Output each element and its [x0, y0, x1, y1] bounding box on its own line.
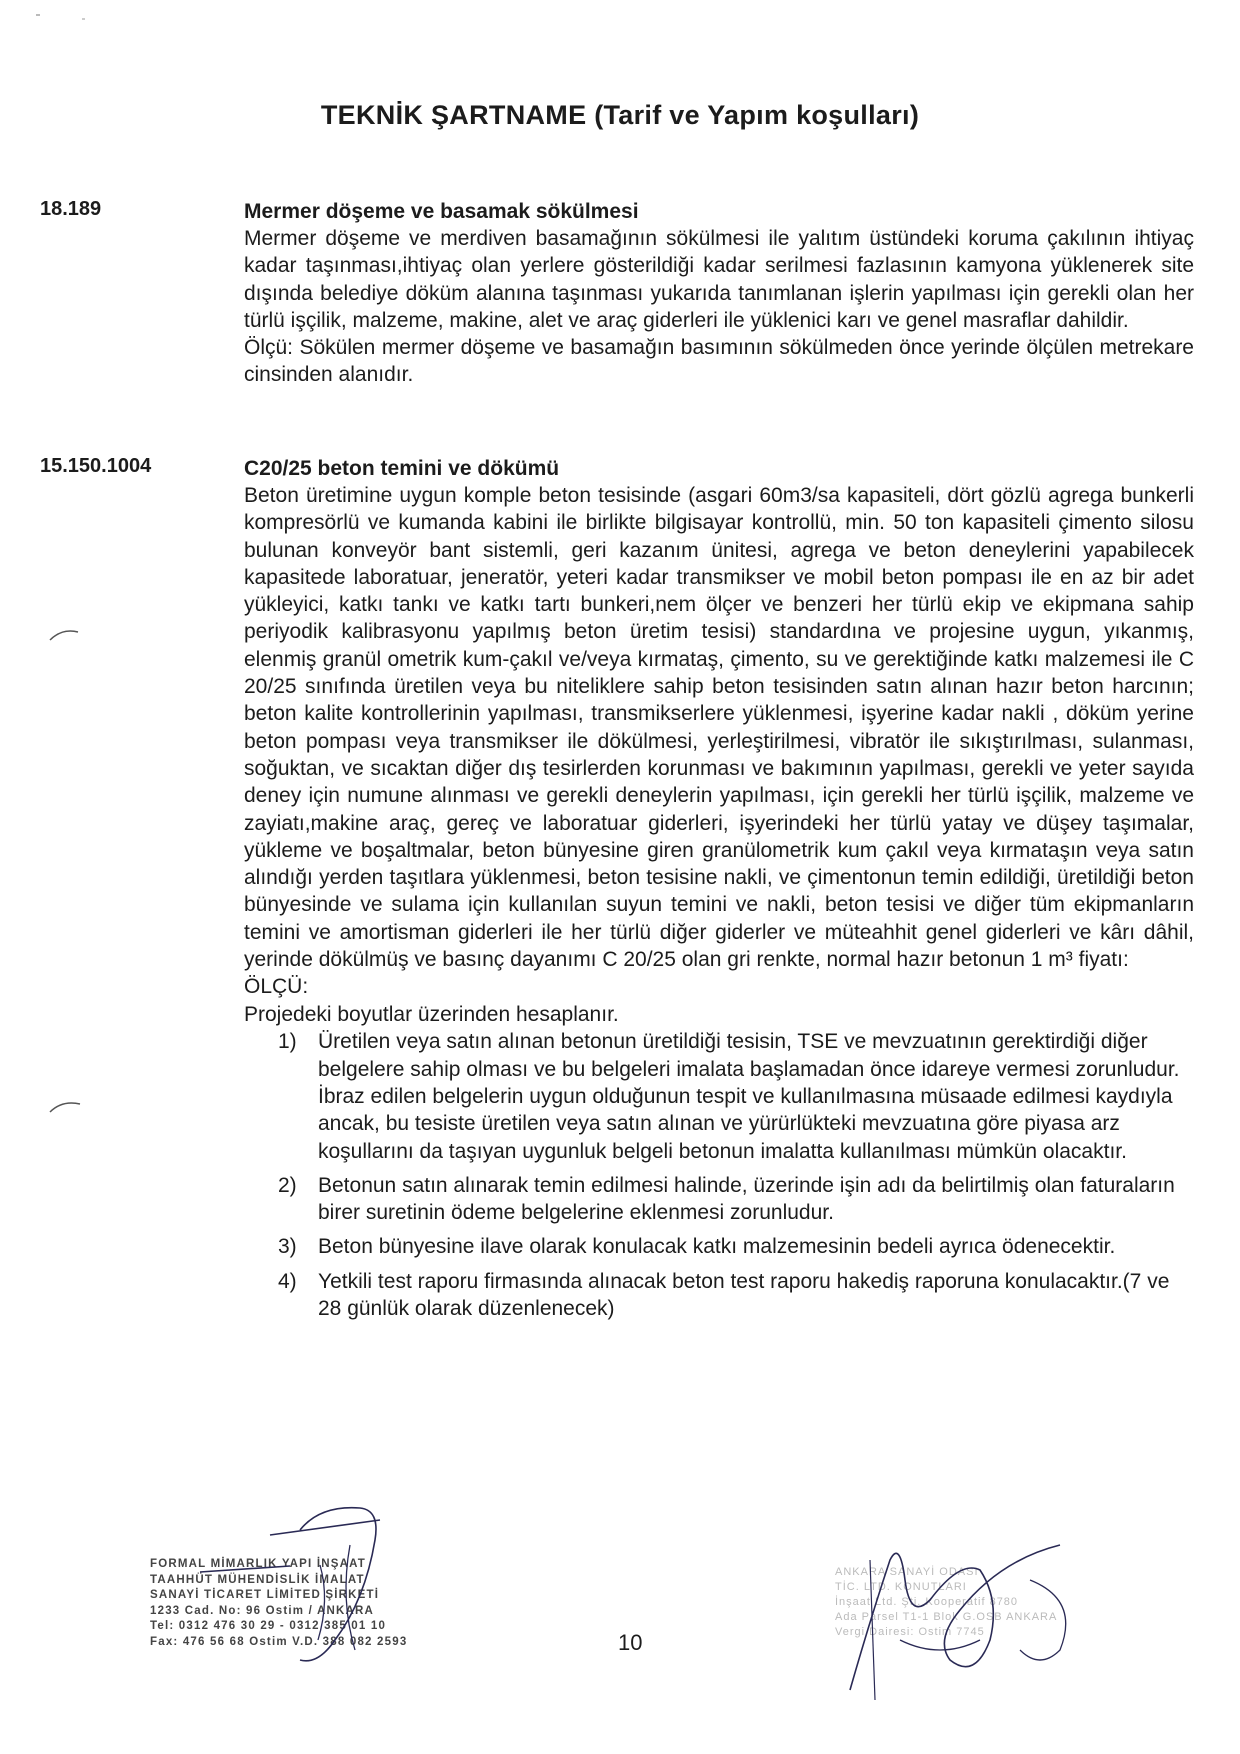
stamp-line: ANKARA SANAYİ ODASI: [835, 1566, 979, 1578]
stamp-line: SANAYİ TİCARET LİMİTED ŞİRKETİ: [150, 1589, 380, 1601]
stamp-line: Ada Parsel T1-1 Blok G.OSB ANKARA: [835, 1611, 1058, 1623]
item-code: 15.150.1004: [40, 455, 152, 477]
list-text: Betonun satın alınarak temin edilmesi halinde, üzerinde işin adı da belirtilmiş olan faturaların birer suretinin ödeme belgelerine eklenmesi zorunludur.: [318, 1173, 1175, 1225]
list-text: Üretilen veya satın alınan betonun üretildiği tesisin, TSE ve mevzuatının gerektirdiği diğer belgelere sahip olması ve bu belgeleri imalata başlamadan önce idareye vermesi zorunludur. İbraz edilen belgelerin uygun olduğunun tespit ve kullanılmasına müsaade edilmesi kaydıyla ancak, bu tesiste üretilen veya satın alınan ve yürürlükteki mevzuatına göre piyasa arz koşullarını da taşıyan uygunluk belgeli betonun imalatta kullanılması mümkün olacaktır.: [318, 1030, 1180, 1163]
list-number: 4): [278, 1269, 297, 1293]
list-text: Yetkili test raporu firmasında alınacak beton test raporu hakediş raporuna konulacaktır.(7 ve 28 günlük olarak düzenlenecek): [318, 1269, 1170, 1321]
item-description: Beton üretimine uygun komple beton tesisinde (asgari 60m3/sa kapasiteli, dört gözlü agrega bunkerli kompresörlü ve kumanda kabini ile birlikte bilgisayar kontrollü, min. 50 ton kapasiteli çimento silosu bulunan konveyör bant sistemli, geri kazanım ünitesi, agrega ve beton deneylerini yapabilecek kapasitede laboratuar, jeneratör, yeteri kadar transmikser ve mobil beton pompası ile en az bir adet yükleyici, katkı tankı ve katkı tartı bunkeri,nem ölçer ve benzeri her türlü ekip ve ekipmana sahip periyodik kalibrasyonu yapılmış beton üretim tesisi) standardına ve projesine uygun, yıkanmış, elenmiş granül ometrik kum-çakıl ve/veya kırmataş, çimento, su ve gerektiğinde katkı malzemesi ile C 20/25 sınıfında üretilen veya bu niteliklere sahip beton tesisinden satın alınan hazır beton harcının; beton kalite kontrollerinin yapılması, transmikserlere yüklenmesi, işyerine kadar nakli , döküm yerine beton pompası veya transmikser ile dökülmesi, yerleştirilmesi, vibratör ile sıkıştırılması, sulanması, soğuktan, ve sıcaktan diğer dış tesirlerden korunması ve bakımının yapılması, gerekli ve yeter sayıda deney için numune alınması ve gerekli deneylerin yapılması, için gerekli her türlü işçilik, malzeme ve zayiatı,makine araç, gereç ve laboratuar giderleri, işyerindeki her türlü yatay ve düşey taşımalar, yükleme ve boşaltmalar, beton bünyesine giren granülometrik kum çakıl veya kırmataşın veya satın alındığı yerden taşıtlara yüklenmesi, beton tesisine nakli, ve çimentonun temin edildiği, üretildiği beton bünyesinde ve sulama için kullanılan suyun temini ve nakli, beton tesisi ve diğer tüm ekipmanların temini ve amortisman giderleri ile her türlü diğer giderler ve müteahhit genel giderleri ve kârı dâhil, yerinde dökülmüş ve basınç dayanımı C 20/25 olan gri renkte, normal hazır betonun 1 m³ fiyatı:: [244, 484, 1194, 972]
measurement-text: Projedeki boyutlar üzerinden hesaplanır.: [244, 1002, 619, 1026]
item-heading: C20/25 beton temini ve dökümü: [244, 457, 560, 480]
measurement-label: ÖLÇÜ:: [244, 975, 309, 999]
stamp-line: Fax: 476 56 68 Ostim V.D. 388 082 2593: [150, 1635, 408, 1648]
item-heading: Mermer döşeme ve basamak sökülmesi: [244, 200, 639, 223]
list-text: Beton bünyesine ilave olarak konulacak katkı malzemesinin bedeli ayrıca ödenecektir.: [318, 1235, 1116, 1259]
item-description: Mermer döşeme ve merdiven basamağının sökülmesi ile yalıtım üstündeki koruma çakılının ihtiyaç kadar taşınması,ihtiyaç olan yerlere gösterildiği kadar serilmesi fazlasının kamyona yüklenerek site dışında belediye döküm alanına taşınması yukarıda tanımlanan işlerin yapılması için gerekli olan her türlü işçilik, malzeme, makine, alet ve araç giderleri ile yüklenici karı ve genel masraflar dahildir.: [244, 227, 1194, 332]
document-title: TEKNİK ŞARTNAME (Tarif ve Yapım koşulları): [320, 100, 920, 130]
stamp-line: İnşaat Ltd. Şti. Kooperatif 8780: [835, 1596, 1019, 1608]
stamp-line: TİC. LTD. KONUTLARI: [835, 1581, 967, 1593]
stamp-line: Vergi Dairesi: Ostim 7745: [835, 1626, 985, 1638]
stamp-line: 1233 Cad. No: 96 Ostim / ANKARA: [150, 1604, 375, 1617]
list-number: 2): [278, 1173, 297, 1197]
list-number: 3): [278, 1235, 297, 1259]
stamp-line: FORMAL MİMARLIK YAPI İNŞAAT: [150, 1558, 366, 1570]
item-measurement: Ölçü: Sökülen mermer döşeme ve basamağın basımının sökülmeden önce yerinde ölçülen metrekare cinsinden alanıdır.: [244, 336, 1194, 387]
item-code: 18.189: [40, 198, 102, 220]
stamp-line: Tel: 0312 476 30 29 - 0312 385 01 10: [150, 1620, 387, 1632]
page-number: 10: [618, 1630, 643, 1655]
stamp-line: TAAHHÜT MÜHENDİSLİK İMALAT: [150, 1573, 365, 1586]
list-number: 1): [278, 1030, 297, 1054]
